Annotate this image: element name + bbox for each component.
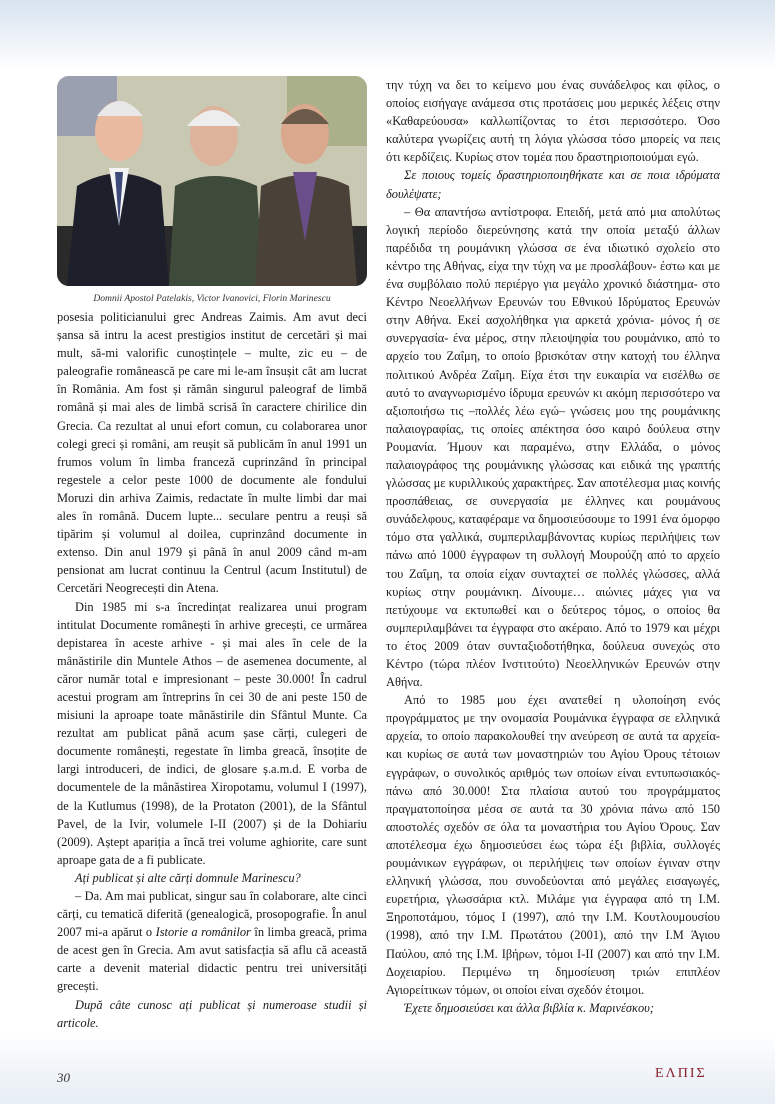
book-title: Istorie a românilor xyxy=(155,925,251,940)
journal-name: ΕΛΠΙΣ xyxy=(655,1066,707,1081)
page-number: 30 xyxy=(57,1070,70,1085)
left-paragraph-2: Din 1985 mi s-a încredințat realizarea unui program intitulat Documente românești în arhive grecești, ce urmărea depistarea în aceste arhive - și mai ales în cele de la mânăstirile din Muntele Athos – de asemenea documente, al căror număr total e impresionant – peste 30.000! În cadrul acestui program am întreprins în cei 30 de ani peste 150 de misiuni la aproape toate mânăstirile din Sfântul Munte. Ca rezultat am publicat până acum șase cărți, culegeri de documente românești, regestate în limba greacă, însoțite de largi introduceri, de indici, de glosare ș.a.m.d. E vorba de documentele de la mânăstirea Xiropotamu, volumul I (1997), de la Kutlumus (1998), de la Protaton (2001), de la Sfântul Pavel, de la Ivir, volumele I-II (2007) și de la Dohiariu (2009). Aștept apariția a încă trei volume aghiorite, care sunt aproape gata de a fi publicate. xyxy=(57,599,367,867)
photo xyxy=(57,76,367,286)
left-paragraph-3-c: în limba greacă, prima de acest gen în Grecia. Am avut satisfacția să aflu că această carte a devenit material didactic pentru trei universități grecești. xyxy=(57,925,367,994)
right-paragraph-1: την τύχη να δει το κείμενο μου ένας συνάδελφος και φίλος, ο οποίος εισήγαγε ανάμεσα στις προτάσεις μου μερικές λέξεις στην «Καθαρεύουσα» καλλωπίζοντας το έτσι περισσότερο. Όσο καλύτερα γνωρίζεις αυτή τη λόγια γλώσσα τόσο μπορείς να πεις ότι κερδίζεις. Κυρίως στον τομέα που δραστηριοποιούμαι εγώ. xyxy=(386,78,720,165)
right-question-2: Έχετε δημοσιεύσει και άλλα βιβλία κ. Μαρινέσκου; xyxy=(404,1000,654,1015)
left-question-1: Ați publicat și alte cărți domnule Marinescu? xyxy=(75,870,301,885)
left-question-2: După câte cunosc ați publicat și numeroase studii și articole. xyxy=(57,997,367,1030)
photo-caption: Domnii Apostol Patelakis, Victor Ivanovici, Florin Marinescu xyxy=(93,293,331,304)
left-paragraph-3 xyxy=(57,887,367,996)
left-column xyxy=(57,76,367,1032)
right-paragraph-2: – Θα απαντήσω αντίστροφα. Επειδή, μετά από μια απολύτως λογική περίοδο διερεύνησης κατά την οποία μεταξύ άλλων παρέδιδα τη ρουμάνικη γλώσσα σε ένα ιδιωτικό σχολείο στο κέντρο της Αθήνας, είχα την τύχη να με προσλάβουν- έστω και με ένα συμβόλαιο πολύ περιέργο για μεγάλο χρονικό διάστημα- στο Κέντρο Νεοελλήνων Ερευνών του Εθνικού Ιδρύματος Ερευνών στην Αθήνα. Εκεί ασχολήθηκα για αρκετά χρόνια- μόνος ή σε συνεργασία- ένα μέρος, στην πλειοψηφία του ρουμάνικο, από το αρχείο του Ζαΐμη, το οποίο βρισκόταν στην κατοχή του έλληνα πολιτικού Ανδρέα Ζαΐμη. Είχα έτσι την ευκαιρία να εισέλθω σε αυτό το αναγνωρισμένο ίδρυμα ερευνών κι ακόμη περισσότερο να αξιοποιήσω τις –πολλές λέω εγώ– γνώσεις μου της ρουμάνικης παλαιογραφίας, τις οποίες απέκτησα όσο καιρό δούλευα στην Ρουμανία. Ήμουν και παραμένω, στην Ελλάδα, ο μόνος παλαιογράφος της ρουμάνικης γλώσσας και ειδικά της γραπτής γλώσσας με κυριλλικούς χαρακτήρες. Σαν αποτέλεσμα μιας κοινής προσπάθειας, σε συνεργασία με έλληνες και ρουμάνους συνάδελφους, καταφέραμε να δημοσιεύσουμε το 1991 ένα όμορφο τόμο στα γαλλικά, συμπεριλαμβάνοντας κυρίως περιλήψεις των πάνω από 1000 έγγραφων τη συλλογή Μουρούζη από το αρχείο του Ζαΐμη, τα οποία είχαν συνταχτεί σε πολλές γλώσσες, αλλά κυρίως στην ρουμάνικη. Δίνουμε… αιώνιες μάχες για να πετύχουμε να εκτυπωθεί και ο δεύτερος τόμος, ο οποίος θα συμπεριλαμβάνει τα έγγραφα στο ακέραιο. Από το 1979 και μέχρι το έτος 2009 όταν συνταξιοδοτήθηκα, δούλευα συνεχώς στο Κέντρο (τώρα πλέον Ινστιτούτο) Νεοελληνικών Ερευνών στην Αθήνα. xyxy=(386,204,720,690)
left-paragraph-3-a: – Da. Am mai publicat, singur sau în colaborare, alte cinci cărți, cu tematică diferită (genealogică, prosopografie. În anul 2007 mi-a apărut o xyxy=(57,889,367,940)
left-paragraph-1: posesia politicianului grec Andreas Zaimis. Am avut deci șansa să intru la acest prestigios institut de cercetări și mai mult, să-mi valorific cunoștințele – multe, zic eu – de paleografie românească pe care mi le-am însușit cât am lucrat în România. Am fost și rămân singurul paleograf de limbă română și mai ales de limbă scrisă în caractere chirilice din Grecia. Ca rezultat al unui efort comun, cu colaborarea unor colegi greci și români, am reușit să publicăm în anul 1991 un frumos volum în limba franceză cuprinzând în principal regestele a celor peste 1000 de documente ale fondului Moruzi din arhiva Zaimis, redactate în multe limbi dar mai ales în română. Ducem lupte... seculare pentru a reuși să tipărim și volumul al doilea, cuprinzând documente in extenso. Din anul 1979 și până în anul 2009 când m-am pensionat am lucrat continuu la Centrul (acum Institutul) de Cercetări Neogrecești din Atena. xyxy=(57,310,367,596)
right-paragraph-3: Από το 1985 μου έχει ανατεθεί η υλοποίηση ενός προγράμματος με την ονομασία Ρουμάνικα έγγραφα σε ελληνικά αρχεία, το οποίο παρακολουθεί την ανεύρεση σε αυτά τα αρχεία- και κυρίως σε αυτά των μοναστηριών του Αγίου Όρους τέτοιων εγγράφων, ο συνολικός αριθμός των οποίων είναι εντυπωσιακός- πάνω από 30.000! Στα πλαίσια αυτού του προγράμματος πραγματοποίησα μέσα σε αυτά τα 30 χρόνια πάνω από 150 αποστολές σχεδόν σε όλα τα μοναστήρια του Αγίου Όρους. Σαν αποτέλεσμα έχω δημοσιεύσει έως τώρα έξι βιβλία, συλλογές ρουμάνικων εγγράφων, οι περιλήψεις των οποίων έγιναν στην ελληνική γλώσσα, που συνοδεύονται από μεγάλες εισαγωγές, ευρετήρια, γλωσσάρια κτλ. Μιλάμε για έγγραφα από τη Ι.Μ. Ξηροποτάμου, τόμος Ι (1997), από την Ι.Μ. Κουτλουμουσίου (1998), από την Ι.Μ. Πρωτάτου (2001), από την Ι.Μ Άγιου Παύλου, από της Ι.Μ. Ιβήρων, τόμοι Ι-ΙΙ (2007) και από την Ι.Μ. Δοχειαρίου. Περιμένω τη δημοσίευση τριών επιπλέον Αγιορείτικων τόμων, οι οποίοι είναι σχεδόν έτοιμοι. xyxy=(386,693,720,997)
photo-illustration xyxy=(57,76,367,286)
right-column xyxy=(386,76,720,1017)
right-question-1: Σε ποιους τομείς δραστηριοποιηθήκατε και σε ποια ιδρύματα δουλέψατε; xyxy=(386,168,720,201)
